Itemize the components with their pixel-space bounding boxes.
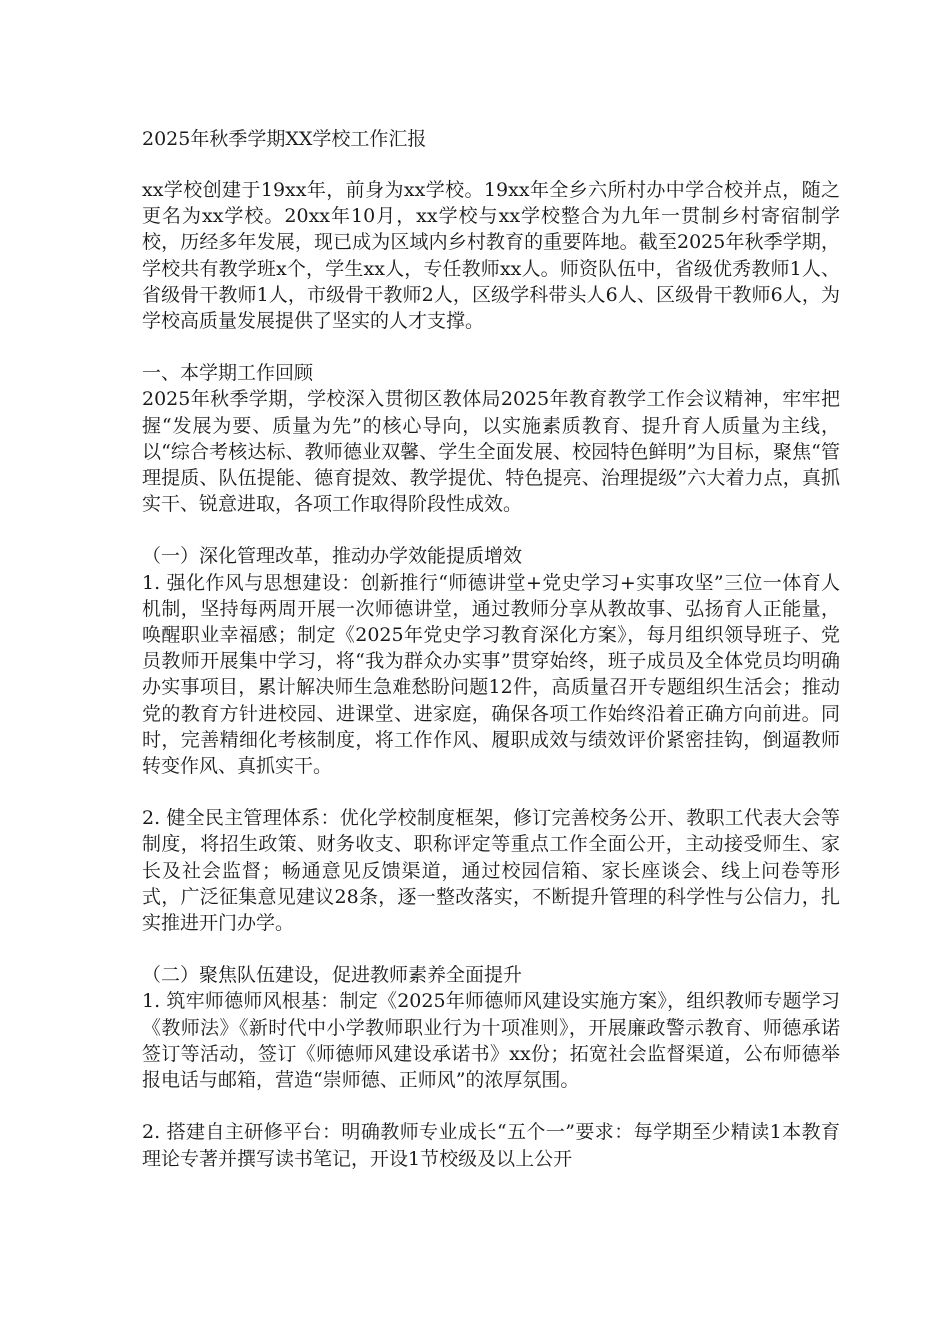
- spacer: [142, 152, 840, 177]
- intro-paragraph: xx学校创建于19xx年，前身为xx学校。19xx年全乡六所村办中学合校并点，随之更名为xx学校。20xx年10月，xx学校与xx学校整合为九年一贯制乡村寄宿制学校，历经多年发展，现已成为区域内乡村教育的重要阵地。截至2025年秋季学期，学校共有教学班x个，学生xx人，专任教师xx人。师资队伍中，省级优秀教师1人、省级骨干教师1人，市级骨干教师2人，区级学科带头人6人、区级骨干教师6人，为学校高质量发展提供了坚实的人才支撑。: [142, 179, 840, 333]
- document-title: 2025年秋季学期XX学校工作汇报: [142, 128, 427, 150]
- subsection-heading-team: （二）聚焦队伍建设，促进教师素养全面提升: [142, 964, 523, 987]
- team-item-1: 1. 筑牢师德师风根基：制定《2025年师德师风建设实施方案》，组织教师专题学习《教师法》《新时代中小学教师职业行为十项准则》，开展廉政警示教育、师德承诺签订等活动，签订《师德师风建设承诺书》xx份；拓宽社会监督渠道，公布师德举报电话与邮箱，营造“崇师德、正师风”的浓厚氛围。: [142, 990, 840, 1092]
- team-item-2: 2. 搭建自主研修平台：明确教师专业成长“五个一”要求：每学期至少精读1本教育理论专著并撰写读书笔记，开设1节校级及以上公开: [142, 1121, 840, 1170]
- management-item-1: 1. 强化作风与思想建设：创新推行“师德讲堂+党史学习+实事攻坚”三位一体育人机制，坚持每两周开展一次师德讲堂，通过教师分享从教故事、弘扬育人正能量，唤醒职业幸福感；制定《2025年党史学习教育深化方案》，每月组织领导班子、党员教师开展集中学习，将“我为群众办实事”贯穿始终，班子成员及全体党员均明确办实事项目，累计解决师生急难愁盼问题12件，高质量召开专题组织生活会；推动党的教育方针进校园、进课堂、进家庭，确保各项工作始终沿着正确方向前进。同时，完善精细化考核制度，将工作作风、履职成效与绩效评价紧密挂钩，倒逼教师转变作风、真抓实干。: [142, 571, 840, 778]
- spacer: [142, 334, 840, 360]
- spacer: [142, 779, 840, 805]
- management-item-2: 2. 健全民主管理体系：优化学校制度框架，修订完善校务公开、教职工代表大会等制度，将招生政策、财务收支、职称评定等重点工作全面公开，主动接受师生、家长及社会监督；畅通意见反馈渠道，通过校园信箱、家长座谈会、线上问卷等形式，广泛征集意见建议28条，逐一整改落实，不断提升管理的科学性与公信力，扎实推进开门办学。: [142, 807, 840, 935]
- spacer: [142, 1093, 840, 1119]
- section-review-paragraph: 2025年秋季学期，学校深入贯彻区教体局2025年教育教学工作会议精神，牢牢把握“发展为要、质量为先”的核心导向，以实施素质教育、提升育人质量为主线，以“综合考核达标、教师德业双馨、学生全面发展、校园特色鲜明”为目标，聚焦“管理提质、队伍提能、德育提效、教学提优、特色提亮、治理提级”六大着力点，真抓实干、锐意进取，各项工作取得阶段性成效。: [142, 388, 840, 516]
- spacer: [142, 517, 840, 543]
- section-heading-review: 一、本学期工作回顾: [142, 362, 314, 385]
- subsection-heading-management: （一）深化管理改革，推动办学效能提质增效: [142, 545, 523, 568]
- spacer: [142, 936, 840, 962]
